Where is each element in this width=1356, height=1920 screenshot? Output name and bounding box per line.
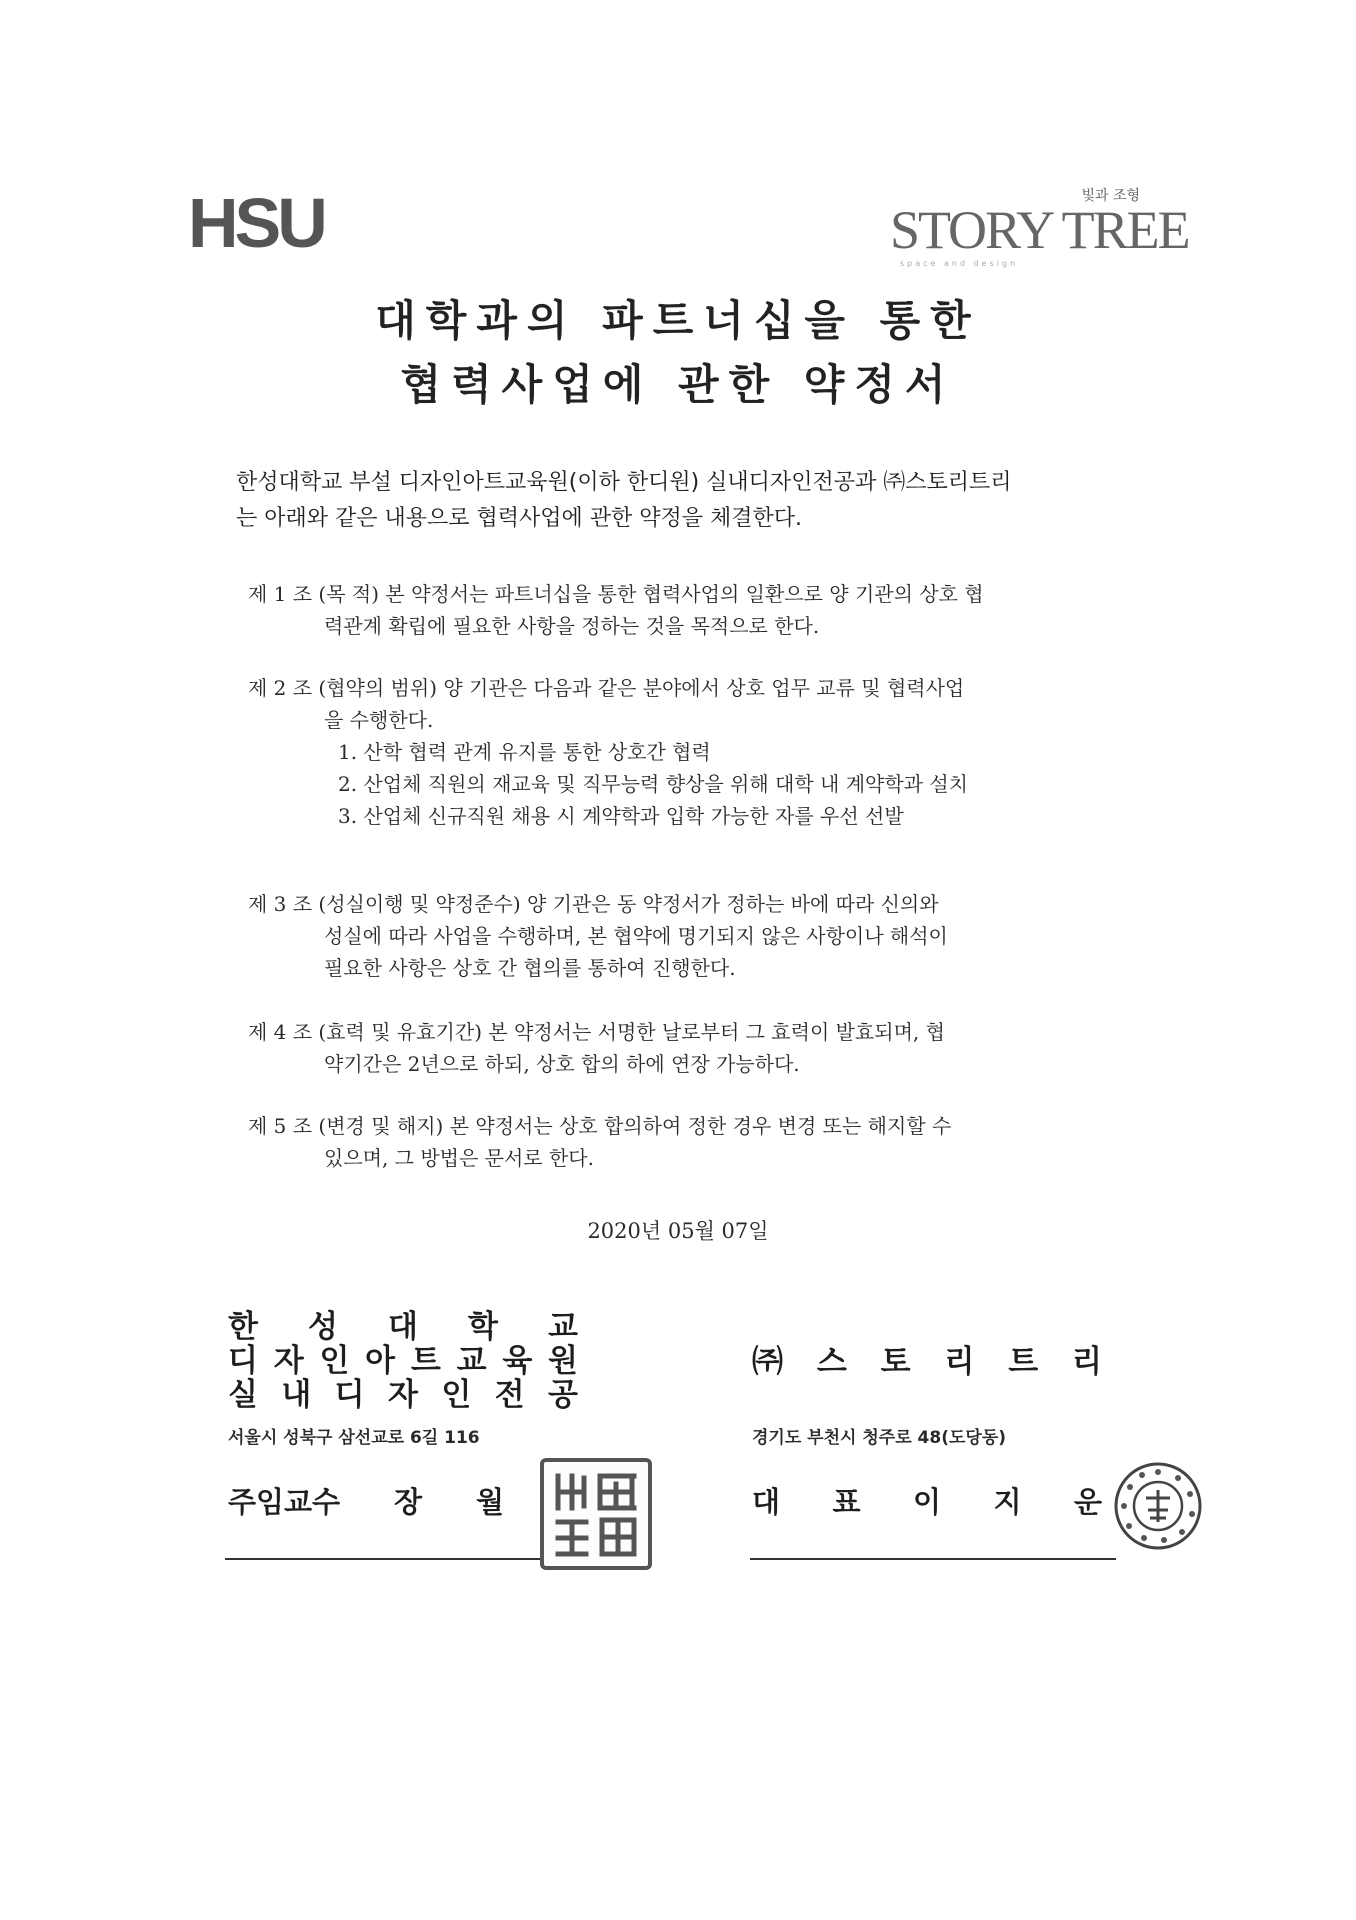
signer-name-char: 월 (475, 1485, 504, 1519)
char: 자 (387, 1377, 418, 1413)
article-3-line: 필요한 사항은 상호 간 협의를 통하여 진행한다. (324, 956, 736, 980)
intro-paragraph (236, 465, 1116, 537)
char: 내 (281, 1377, 312, 1413)
document-title-line2: 협력사업에 관한 약정서 (400, 360, 956, 409)
intro-line: 한성대학교 부설 디자인아트교육원(이하 한디원) 실내디자인전공과 ㈜스토리트리 (236, 470, 1012, 495)
char: 육 (502, 1343, 533, 1379)
char: ㈜ (752, 1344, 783, 1380)
article-2-line: 제 2 조 (협약의 범위) 양 기관은 다음과 같은 분야에서 상호 업무 교류 및 협력사업 (248, 676, 965, 700)
char: 리 (1072, 1344, 1102, 1380)
char: 교 (456, 1343, 487, 1379)
char: 전 (494, 1377, 525, 1413)
article-2-item: 2. 산업체 직원의 재교육 및 직무능력 향상을 위해 대학 내 계약학과 설치 (338, 772, 968, 796)
left-party-line3 (228, 1378, 578, 1412)
char: 디 (228, 1343, 258, 1379)
char: 인 (441, 1377, 472, 1413)
article-4-line: 약기간은 2년으로 하되, 상호 합의 하에 연장 가능하다. (324, 1052, 800, 1076)
article-5-line: 있으며, 그 방법은 문서로 한다. (324, 1146, 594, 1170)
article-1-line: 력관계 확립에 필요한 사항을 정하는 것을 목적으로 한다. (324, 614, 820, 638)
agreement-date: 2020년 05월 07일 (587, 1219, 769, 1243)
intro-line: 는 아래와 같은 내용으로 협력사업에 관한 약정을 체결한다. (236, 506, 802, 531)
right-party-address: 경기도 부천시 청주로 48(도당동) (752, 1428, 1007, 1448)
left-party-line1 (228, 1310, 578, 1344)
left-party-address: 서울시 성북구 삼선교로 6길 116 (228, 1428, 480, 1448)
right-party-signer (752, 1480, 1102, 1521)
article-2-item: 1. 산학 협력 관계 유지를 통한 상호간 협력 (338, 740, 711, 764)
square-seal-stamp (540, 1458, 652, 1570)
char: 아 (365, 1343, 396, 1379)
char: 지 (993, 1485, 1022, 1519)
char: 교 (548, 1309, 578, 1345)
char: 학 (468, 1309, 498, 1345)
char: 성 (308, 1309, 338, 1345)
signer-name-char: 장 (394, 1485, 423, 1519)
article-5-line: 제 5 조 (변경 및 해지) 본 약정서는 상호 합의하여 정한 경우 변경 또는 해지할 수 (248, 1114, 952, 1138)
char: 실 (228, 1377, 258, 1413)
char: 자 (273, 1343, 304, 1379)
char: 표 (832, 1485, 861, 1519)
char: 대 (752, 1485, 781, 1519)
article-1-line: 제 1 조 (목 적) 본 약정서는 파트너십을 통한 협력사업의 일환으로 양 기관의 상호 협 (248, 582, 984, 606)
article-2-line: 을 수행한다. (324, 708, 434, 732)
char: 운 (1073, 1485, 1102, 1519)
char: 한 (228, 1309, 258, 1345)
storytree-small-text: 빛과 조형 (1081, 188, 1140, 204)
char: 대 (388, 1309, 418, 1345)
char: 스 (816, 1344, 847, 1380)
right-party-name (752, 1345, 1102, 1379)
hsu-logo: HSU (188, 184, 324, 262)
article-3 (248, 888, 1118, 984)
round-company-seal (1112, 1460, 1204, 1552)
char: 인 (319, 1343, 350, 1379)
left-party-signer (228, 1480, 504, 1521)
storytree-wordmark: STORY TREE (890, 200, 1189, 260)
char: 트 (410, 1343, 441, 1379)
article-2 (248, 672, 1118, 832)
storytree-tagline: space and design (900, 259, 1019, 268)
article-4 (248, 1016, 1118, 1080)
article-5 (248, 1110, 1118, 1174)
article-2-item: 3. 산업체 신규직원 채용 시 계약학과 입학 가능한 자를 우선 선발 (338, 804, 904, 828)
article-1 (248, 578, 1118, 642)
article-4-line: 제 4 조 (효력 및 유효기간) 본 약정서는 서명한 날로부터 그 효력이 발효되며, 협 (248, 1020, 945, 1044)
char: 디 (334, 1377, 365, 1413)
char: 리 (944, 1344, 975, 1380)
signer-title: 주임교수 (228, 1485, 341, 1519)
article-3-line: 성실에 따라 사업을 수행하며, 본 협약에 명기되지 않은 사항이나 해석이 (324, 924, 948, 948)
right-signature-line (750, 1558, 1116, 1560)
left-party-line2 (228, 1344, 578, 1378)
document-title-line1: 대학과의 파트너십을 통한 (375, 296, 981, 345)
char: 이 (912, 1485, 941, 1519)
article-3-line: 제 3 조 (성실이행 및 약정준수) 양 기관은 동 약정서가 정하는 바에 따라 신의와 (248, 892, 939, 916)
left-signature-line (225, 1558, 587, 1560)
char: 원 (548, 1343, 578, 1379)
char: 토 (880, 1344, 911, 1380)
char: 공 (547, 1377, 578, 1413)
char: 트 (1008, 1344, 1039, 1380)
